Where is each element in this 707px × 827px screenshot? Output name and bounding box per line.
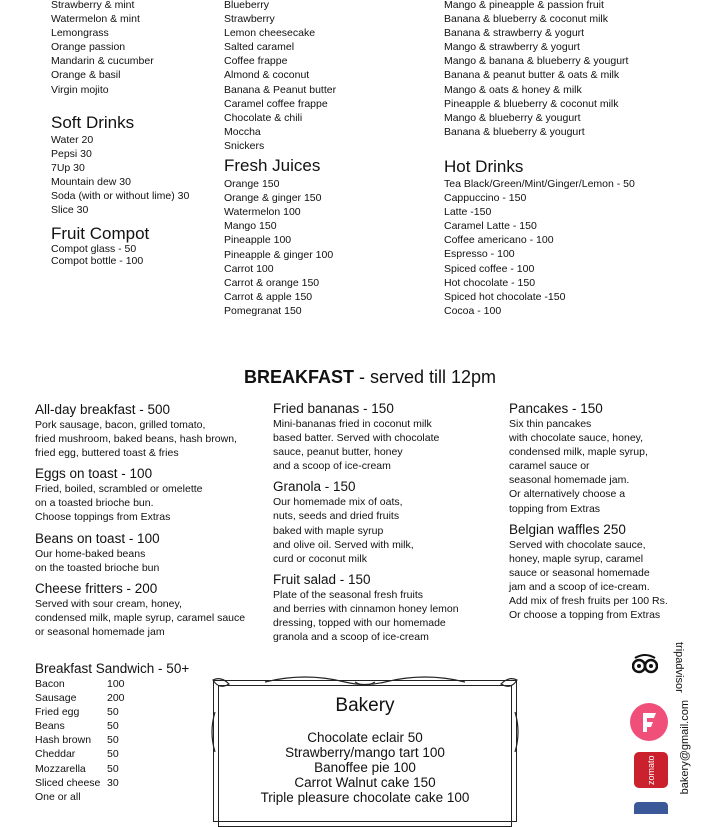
sandwich-row — [35, 719, 125, 733]
menu-item: Lemon cheesecake — [224, 27, 316, 40]
dish-description: granola and a scoop of ice-cream — [273, 631, 429, 644]
dish-description: Served with sour cream, honey, — [35, 597, 182, 610]
zomato-icon[interactable]: zomato — [634, 752, 668, 788]
menu-item: Almond & coconut — [224, 69, 310, 82]
breakfast-column-2 — [273, 400, 459, 644]
bakery-item: Carrot Walnut cake 150 — [294, 775, 436, 790]
sandwich-item-name: Beans — [35, 720, 65, 733]
fresh-juices-heading: Fresh Juices — [224, 156, 321, 176]
bakery-item: Strawberry/mango tart 100 — [285, 745, 445, 760]
dish-title: Fruit salad - 150 — [273, 571, 371, 587]
menu-item: Snickers — [224, 139, 265, 152]
dish-description: Add mix of fresh fruits per 100 Rs. — [509, 595, 668, 608]
bakery-item: Banoffee pie 100 — [314, 760, 416, 775]
dish-title: Fried bananas - 150 — [273, 401, 394, 416]
menu-item: Mango & blueberry & yougurt — [444, 111, 581, 124]
dish-description: based batter. Served with chocolate — [273, 432, 440, 445]
dish-description: nuts, seeds and dried fruits — [273, 510, 400, 523]
sandwich-row — [35, 691, 125, 705]
menu-item: Coffee americano - 100 — [444, 234, 554, 247]
dish-description: on a toasted brioche bun. — [35, 497, 154, 510]
sandwich-item-price: 50 — [107, 762, 119, 775]
menu-item: Blueberry — [224, 0, 269, 11]
sandwich-heading: Breakfast Sandwich - 50+ — [35, 661, 190, 676]
sandwich-row — [35, 733, 125, 747]
dish-description: Or choose a topping from Extras — [509, 609, 661, 622]
bakery-item: Triple pleasure chocolate cake 100 — [260, 790, 470, 805]
menu-item: Pepsi 30 — [51, 147, 92, 160]
sandwich-item-name: Bacon — [35, 678, 65, 690]
dish-description: fried mushroom, baked beans, hash brown, — [35, 433, 237, 446]
dish-description: sauce or seasonal homemade — [509, 566, 650, 579]
dish-title: Pancakes - 150 — [509, 401, 603, 416]
sandwich-item-name: Hash brown — [35, 734, 92, 747]
sandwich-item-name: Sausage — [35, 692, 77, 705]
menu-item: Coffee frappe — [224, 55, 288, 68]
sandwich-item-name: Fried egg — [35, 706, 80, 719]
menu-item: Mango & banana & blueberry & yougurt — [444, 55, 629, 68]
facebook-icon[interactable] — [634, 802, 668, 814]
menu-item: Banana & peanut butter & oats & milk — [444, 69, 620, 82]
dish-description: Pork sausage, bacon, grilled tomato, — [35, 419, 206, 431]
menu-item: Virgin mojito — [51, 83, 109, 96]
menu-item: Carrot & apple 150 — [224, 290, 313, 303]
sandwich-row — [35, 705, 125, 719]
menu-item: Moccha — [224, 125, 261, 138]
breakfast-column-3 — [509, 400, 668, 622]
sandwich-table — [35, 677, 125, 790]
menu-item: Mango 150 — [224, 220, 277, 233]
sandwich-row — [35, 747, 125, 761]
fruit-compot-heading: Fruit Compot — [51, 224, 150, 244]
menu-item: Caramel coffee frappe — [224, 97, 328, 110]
dish-description: curd or coconut milk — [273, 552, 367, 565]
dish-description: and olive oil. Served with milk, — [273, 538, 414, 551]
breakfast-sandwich-section — [35, 660, 189, 804]
menu-item: Compot bottle - 100 — [51, 255, 144, 268]
dish-description: Plate of the seasonal fresh fruits — [273, 588, 423, 601]
menu-item: Pineapple 100 — [224, 234, 292, 247]
dish-description: jam and a scoop of ice-cream. — [509, 580, 650, 593]
bakery-items — [213, 730, 517, 805]
menu-item: Strawberry — [224, 13, 275, 26]
dish-description: Or alternatively choose a — [509, 488, 626, 501]
dish-description: and a scoop of ice-cream — [273, 460, 391, 473]
menu-item: Compot glass - 50 — [51, 243, 137, 256]
menu-item: Slice 30 — [51, 204, 89, 217]
dish-description: caramel sauce or — [509, 460, 590, 473]
menu-item: Mountain dew 30 — [51, 175, 131, 188]
menu-item: Pomegranat 150 — [224, 304, 302, 317]
dish-description: topping from Extras — [509, 502, 601, 515]
dish-title: Beans on toast - 100 — [35, 530, 160, 546]
menu-item: Watermelon 100 — [224, 206, 301, 219]
breakfast-column-1 — [35, 401, 245, 639]
menu-item: Carrot 100 — [224, 262, 274, 275]
dish-description: dressing, topped with our homemade — [273, 617, 446, 630]
sandwich-row — [35, 776, 125, 790]
sandwich-item-price: 50 — [107, 748, 119, 761]
menu-item: Spiced hot chocolate -150 — [444, 290, 566, 303]
bakery-title: Bakery — [335, 695, 395, 716]
sandwich-item-name: Cheddar — [35, 748, 76, 761]
menu-item: Cappuccino - 150 — [444, 192, 527, 205]
email-contact[interactable]: bakery@gmail.com — [679, 700, 691, 795]
sandwich-item-price: 100 — [107, 678, 125, 690]
menu-item: Cocoa - 100 — [444, 304, 502, 317]
sandwich-item-name: Sliced cheese — [35, 776, 101, 789]
dish-description: Choose toppings from Extras — [35, 511, 171, 524]
dish-description: Fried, boiled, scrambled or omelette — [35, 483, 203, 496]
breakfast-subtitle: - served till 12pm — [353, 367, 497, 387]
dish-description: Mini-bananas fried in coconut milk — [273, 418, 432, 430]
dish-title: All-day breakfast - 500 — [35, 402, 171, 417]
sandwich-row — [35, 677, 125, 691]
dish-description: fried egg, buttered toast & fries — [35, 447, 179, 460]
menu-item: Salted caramel — [224, 41, 295, 54]
sandwich-item-price: 30 — [107, 776, 119, 789]
drinks-column-2 — [224, 0, 336, 318]
dish-description: Our homemade mix of oats, — [273, 496, 403, 509]
dish-description: Served with chocolate sauce, — [509, 538, 646, 551]
menu-item: Mango & oats & honey & milk — [444, 83, 582, 96]
menu-item: Spiced coffee - 100 — [444, 262, 535, 275]
menu-item: Orange 150 — [224, 178, 280, 191]
menu-item: Banana & blueberry & yougurt — [444, 125, 585, 138]
menu-item: Latte -150 — [444, 206, 492, 219]
dish-title: Eggs on toast - 100 — [35, 466, 153, 482]
dish-description: honey, maple syrup, caramel — [509, 552, 644, 565]
menu-item: Banana & Peanut butter — [224, 83, 337, 96]
dish-description: condensed milk, maple syrup, caramel sauce — [35, 611, 246, 624]
menu-item: Orange & ginger 150 — [224, 192, 322, 205]
dish-description: Our home-baked beans — [35, 547, 146, 560]
bakery-item: Chocolate eclair 50 — [307, 730, 423, 745]
sandwich-item-price: 50 — [107, 720, 119, 733]
drinks-column-1 — [51, 0, 189, 267]
dish-description: condensed milk, maple syrup, — [509, 446, 648, 459]
menu-item: Orange & basil — [51, 69, 121, 82]
dish-description: or seasonal homemade jam — [35, 625, 165, 638]
menu-item: Soda (with or without lime) 30 — [51, 190, 190, 203]
menu-item: Mandarin & cucumber — [51, 55, 154, 68]
hot-drinks-heading: Hot Drinks — [444, 156, 524, 176]
sandwich-footer: One or all — [35, 790, 81, 803]
dish-description: on the toasted brioche bun — [35, 561, 160, 574]
menu-item: Banana & strawberry & yogurt — [444, 27, 585, 40]
menu-item: Strawberry & mint — [51, 0, 135, 11]
tripadvisor-owl-icon[interactable] — [632, 648, 658, 684]
menu-item: Carrot & orange 150 — [224, 276, 320, 289]
sandwich-item-price: 200 — [107, 692, 125, 705]
dish-description: sauce, peanut butter, honey — [273, 446, 403, 459]
menu-item: 7Up 30 — [51, 161, 85, 174]
menu-item: Mango & strawberry & yogurt — [444, 41, 580, 54]
breakfast-title: BREAKFAST — [243, 367, 354, 387]
sandwich-item-price: 50 — [107, 706, 119, 719]
tripadvisor-label: tripadvisor — [673, 642, 685, 693]
menu-item: Caramel Latte - 150 — [444, 220, 537, 233]
menu-item: Espresso - 100 — [444, 248, 515, 261]
dish-description: baked with maple syrup — [273, 524, 384, 537]
menu-item: Banana & blueberry & coconut milk — [444, 13, 609, 26]
sandwich-item-price: 50 — [107, 734, 119, 747]
menu-item: Watermelon & mint — [51, 13, 140, 26]
menu-item: Pineapple & ginger 100 — [224, 248, 334, 261]
menu-item: Mango & pineapple & passion fruit — [444, 0, 604, 11]
menu-item: Lemongrass — [51, 27, 109, 40]
menu-item: Hot chocolate - 150 — [444, 276, 536, 289]
dish-description: seasonal homemade jam. — [509, 474, 630, 487]
soft-drinks-heading: Soft Drinks — [51, 112, 135, 132]
foursquare-icon[interactable] — [630, 703, 668, 741]
dish-description: and berries with cinnamon honey lemon — [273, 602, 459, 615]
sandwich-item-name: Mozzarella — [35, 762, 86, 775]
menu-item: Pineapple & blueberry & coconut milk — [444, 97, 619, 110]
dish-title: Cheese fritters - 200 — [35, 580, 158, 596]
breakfast-heading — [0, 366, 707, 388]
dish-description: with chocolate sauce, honey, — [509, 432, 644, 445]
drinks-column-3 — [444, 0, 635, 318]
menu-item: Water 20 — [51, 133, 94, 146]
dish-description: Six thin pancakes — [509, 418, 592, 430]
sandwich-row — [35, 762, 125, 776]
menu-item: Orange passion — [51, 41, 126, 54]
menu-item: Chocolate & chili — [224, 111, 303, 124]
menu-item: Tea Black/Green/Mint/Ginger/Lemon - 50 — [444, 177, 635, 190]
dish-title: Granola - 150 — [273, 479, 356, 495]
dish-title: Belgian waffles 250 — [509, 521, 626, 537]
